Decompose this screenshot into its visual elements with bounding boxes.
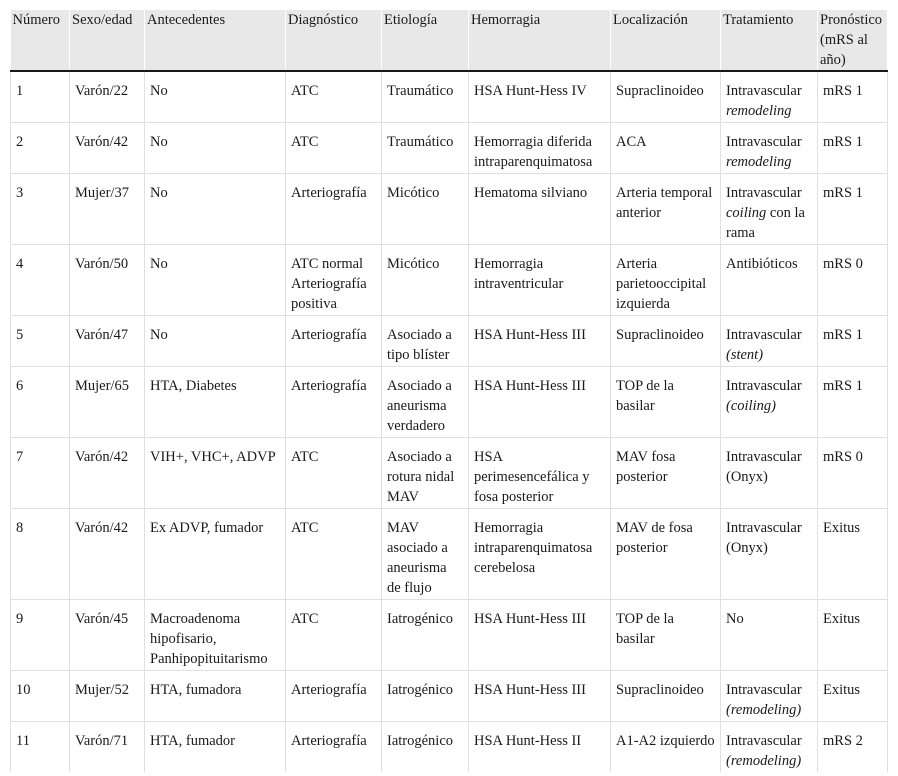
cell-diagnostico: Arteriografía: [286, 721, 382, 772]
cell-sexo-edad: Mujer/65: [70, 366, 145, 437]
tratamiento-text: Intravascular: [726, 377, 802, 394]
cell-hemorragia: Hemorragia intraparenquimatosa cerebelosa: [469, 508, 611, 599]
cell-numero: 1: [11, 71, 70, 122]
table-row: [11, 315, 888, 366]
table-row: [11, 71, 888, 122]
cell-antecedentes: HTA, fumador: [145, 721, 286, 772]
cell-etiologia: MAV asociado a aneurisma de flujo: [382, 508, 469, 599]
table-row: [11, 670, 888, 721]
tratamiento-detail: remodeling: [726, 103, 792, 119]
cell-antecedentes: HTA, fumadora: [145, 670, 286, 721]
table-header: [11, 10, 888, 71]
cell-hemorragia: HSA Hunt-Hess II: [469, 721, 611, 772]
cell-hemorragia: HSA Hunt-Hess IV: [469, 71, 611, 122]
cell-pronostico: mRS 0: [818, 437, 888, 508]
tratamiento-text: Intravascular: [726, 732, 802, 749]
cell-tratamiento: [721, 122, 818, 173]
cell-hemorragia: HSA Hunt-Hess III: [469, 670, 611, 721]
cell-tratamiento: Antibióticos: [721, 244, 818, 315]
cell-hemorragia: Hemorragia diferida intraparenquimatosa: [469, 122, 611, 173]
cell-localizacion: TOP de la basilar: [611, 599, 721, 670]
cell-numero: 10: [11, 670, 70, 721]
cell-hemorragia: Hematoma silviano: [469, 173, 611, 244]
tratamiento-text: Intravascular: [726, 83, 802, 99]
table-row: [11, 599, 888, 670]
tratamiento-detail: remodeling: [726, 153, 792, 170]
cell-localizacion: MAV de fosa posterior: [611, 508, 721, 599]
tratamiento-text: Intravascular: [726, 133, 802, 150]
cell-hemorragia: HSA Hunt-Hess III: [469, 599, 611, 670]
cell-tratamiento: [721, 71, 818, 122]
cell-tratamiento: [721, 670, 818, 721]
cell-localizacion: MAV fosa posterior: [611, 437, 721, 508]
tratamiento-detail: (remodeling): [726, 752, 802, 769]
cell-diagnostico: ATC normal Arteriografía positiva: [286, 244, 382, 315]
cell-localizacion: Arteria temporal anterior: [611, 173, 721, 244]
cell-sexo-edad: Varón/71: [70, 721, 145, 772]
cell-diagnostico: Arteriografía: [286, 670, 382, 721]
header-sexo-edad: Sexo/edad: [70, 10, 145, 71]
cell-etiologia: Iatrogénico: [382, 599, 469, 670]
cell-tratamiento: [721, 315, 818, 366]
cell-localizacion: TOP de la basilar: [611, 366, 721, 437]
cell-tratamiento: Intravascular (Onyx): [721, 508, 818, 599]
cell-etiologia: Asociado a rotura nidal MAV: [382, 437, 469, 508]
cell-hemorragia: HSA Hunt-Hess III: [469, 315, 611, 366]
cell-hemorragia: Hemorragia intraventricular: [469, 244, 611, 315]
cell-diagnostico: ATC: [286, 508, 382, 599]
cell-numero: 8: [11, 508, 70, 599]
cell-diagnostico: ATC: [286, 71, 382, 122]
table-body: [11, 71, 888, 772]
cell-numero: 7: [11, 437, 70, 508]
cell-sexo-edad: Varón/45: [70, 599, 145, 670]
cell-sexo-edad: Varón/50: [70, 244, 145, 315]
cell-localizacion: Supraclinoideo: [611, 71, 721, 122]
table-row: [11, 173, 888, 244]
cell-pronostico: mRS 1: [818, 173, 888, 244]
cell-localizacion: Supraclinoideo: [611, 670, 721, 721]
case-table: [10, 10, 888, 772]
header-diagnostico: Diagnóstico: [286, 10, 382, 71]
cell-tratamiento: [721, 366, 818, 437]
cell-pronostico: Exitus: [818, 508, 888, 599]
cell-etiologia: Micótico: [382, 244, 469, 315]
cell-diagnostico: Arteriografía: [286, 315, 382, 366]
cell-tratamiento: [721, 173, 818, 244]
cell-sexo-edad: Varón/47: [70, 315, 145, 366]
cell-diagnostico: ATC: [286, 437, 382, 508]
header-row: [11, 10, 888, 71]
cell-etiologia: Asociado a tipo blíster: [382, 315, 469, 366]
cell-etiologia: Traumático: [382, 122, 469, 173]
cell-etiologia: Asociado a aneurisma verdadero: [382, 366, 469, 437]
cell-numero: 5: [11, 315, 70, 366]
cell-pronostico: mRS 2: [818, 721, 888, 772]
table-row: [11, 721, 888, 772]
cell-sexo-edad: Mujer/52: [70, 670, 145, 721]
table-row: [11, 244, 888, 315]
cell-pronostico: mRS 1: [818, 71, 888, 122]
cell-diagnostico: ATC: [286, 599, 382, 670]
table-row: [11, 122, 888, 173]
tratamiento-detail: (remodeling): [726, 701, 802, 718]
cell-pronostico: mRS 0: [818, 244, 888, 315]
cell-hemorragia: HSA Hunt-Hess III: [469, 366, 611, 437]
table-row: [11, 437, 888, 508]
cell-antecedentes: No: [145, 173, 286, 244]
cell-sexo-edad: Varón/42: [70, 508, 145, 599]
header-pronostico: Pronóstico (mRS al año): [818, 10, 888, 71]
cell-antecedentes: No: [145, 244, 286, 315]
cell-localizacion: A1-A2 izquierdo: [611, 721, 721, 772]
header-localizacion: Localización: [611, 10, 721, 71]
cell-numero: 9: [11, 599, 70, 670]
cell-sexo-edad: Varón/22: [70, 71, 145, 122]
header-tratamiento: Tratamiento: [721, 10, 818, 71]
header-numero: Número: [11, 10, 70, 71]
cell-pronostico: Exitus: [818, 670, 888, 721]
cell-localizacion: Arteria parietooccipital izquierda: [611, 244, 721, 315]
cell-antecedentes: Ex ADVP, fumador: [145, 508, 286, 599]
cell-tratamiento: No: [721, 599, 818, 670]
tratamiento-text: Intravascular: [726, 681, 802, 698]
header-antecedentes: Antecedentes: [145, 10, 286, 71]
header-etiologia: Etiología: [382, 10, 469, 71]
cell-tratamiento: Intravascular (Onyx): [721, 437, 818, 508]
cell-antecedentes: No: [145, 122, 286, 173]
cell-sexo-edad: Mujer/37: [70, 173, 145, 244]
tratamiento-detail: (coiling): [726, 397, 776, 414]
cell-sexo-edad: Varón/42: [70, 437, 145, 508]
cell-numero: 4: [11, 244, 70, 315]
cell-pronostico: mRS 1: [818, 122, 888, 173]
cell-diagnostico: ATC: [286, 122, 382, 173]
tratamiento-detail: coiling: [726, 204, 767, 221]
cell-diagnostico: Arteriografía: [286, 173, 382, 244]
cell-etiologia: Iatrogénico: [382, 670, 469, 721]
cell-localizacion: ACA: [611, 122, 721, 173]
cell-antecedentes: VIH+, VHC+, ADVP: [145, 437, 286, 508]
tratamiento-extra: con la rama: [726, 204, 805, 241]
cell-numero: 2: [11, 122, 70, 173]
cell-hemorragia: HSA perimesencefálica y fosa posterior: [469, 437, 611, 508]
cell-diagnostico: Arteriografía: [286, 366, 382, 437]
cell-numero: 6: [11, 366, 70, 437]
cell-pronostico: Exitus: [818, 599, 888, 670]
cell-pronostico: mRS 1: [818, 315, 888, 366]
cell-antecedentes: No: [145, 315, 286, 366]
tratamiento-detail: (stent): [726, 346, 764, 363]
cell-tratamiento: [721, 721, 818, 772]
cell-etiologia: Micótico: [382, 173, 469, 244]
cell-localizacion: Supraclinoideo: [611, 315, 721, 366]
cell-antecedentes: Macroadenoma hipofisario, Panhipopituitarismo: [145, 599, 286, 670]
cell-etiologia: Iatrogénico: [382, 721, 469, 772]
cell-antecedentes: No: [145, 71, 286, 122]
cell-sexo-edad: Varón/42: [70, 122, 145, 173]
tratamiento-text: Intravascular: [726, 326, 802, 343]
cell-etiologia: Traumático: [382, 71, 469, 122]
header-hemorragia: Hemorragia: [469, 10, 611, 71]
table-row: [11, 366, 888, 437]
table-row: [11, 508, 888, 599]
cell-pronostico: mRS 1: [818, 366, 888, 437]
cell-antecedentes: HTA, Diabetes: [145, 366, 286, 437]
cell-numero: 3: [11, 173, 70, 244]
cell-numero: 11: [11, 721, 70, 772]
tratamiento-text: Intravascular: [726, 184, 802, 201]
